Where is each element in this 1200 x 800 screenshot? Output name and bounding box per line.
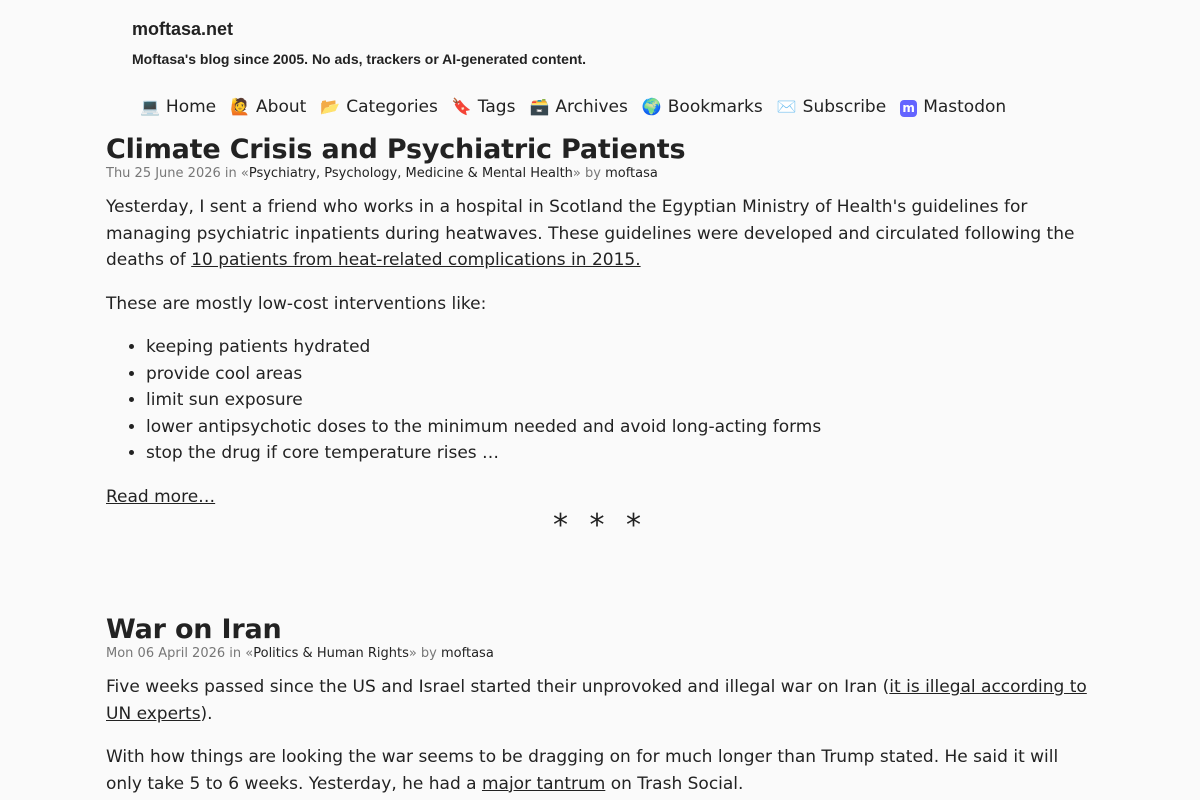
- category-link[interactable]: Psychiatry, Psychology, Medicine & Mental Health: [248, 166, 573, 181]
- nav-label: About: [256, 96, 307, 117]
- nav-about[interactable]: [230, 96, 306, 117]
- paragraph-text: Five weeks passed since the US and Israel started their unprovoked and illegal war on Iran (: [106, 677, 890, 697]
- list-item: • limit sun exposure: [146, 387, 1096, 414]
- nav-tags[interactable]: [452, 96, 516, 117]
- meta-by: » by: [572, 166, 606, 181]
- nav-subscribe[interactable]: [777, 96, 886, 117]
- meta-by: » by: [408, 646, 442, 661]
- bookmark-tag-icon: 🔖: [451, 97, 472, 116]
- paragraph-text: on Trash Social.: [605, 773, 744, 794]
- paragraph-text: ).: [200, 703, 213, 724]
- main-nav: [140, 96, 1006, 117]
- meta-in: in «: [220, 166, 249, 181]
- post-paragraph: [106, 744, 1096, 797]
- post-war-on-iran: [106, 614, 1096, 797]
- post-meta: [106, 166, 1096, 181]
- post-paragraph: [106, 194, 1096, 274]
- post-date: Thu 25 June 2026: [106, 166, 221, 181]
- nav-label: Bookmarks: [667, 96, 763, 117]
- nav-label: Archives: [555, 96, 628, 117]
- list-item: • provide cool areas: [146, 361, 1096, 388]
- post-meta: [106, 646, 1096, 661]
- paragraph-text: With how things are looking the war seems to be dragging on for much longer than Trump stated. He said it will only take 5 to 6 weeks. Yesterday, he had a: [106, 747, 1059, 794]
- un-experts-link[interactable]: it is illegal according to UN experts: [106, 677, 1087, 724]
- nav-home[interactable]: [140, 96, 216, 117]
- nav-categories[interactable]: [320, 96, 438, 117]
- list-item: • stop the drug if core temperature rises …: [146, 440, 1096, 467]
- card-file-box-icon: 🗃️: [529, 97, 550, 116]
- post-climate-crisis: [106, 134, 1096, 510]
- post-title[interactable]: War on Iran: [106, 614, 282, 645]
- laptop-icon: 💻: [140, 97, 160, 116]
- open-folder-icon: 📂: [320, 97, 341, 116]
- post-paragraph: [106, 674, 1096, 727]
- post-paragraph: These are mostly low-cost interventions like:: [106, 293, 487, 314]
- site-tagline: Moftasa's blog since 2005. No ads, trackers or AI-generated content.: [132, 51, 587, 67]
- nav-label: Subscribe: [802, 96, 887, 117]
- person-raising-hand-icon: 🙋: [230, 97, 251, 116]
- author-link[interactable]: moftasa: [441, 646, 494, 661]
- author-link[interactable]: moftasa: [605, 166, 658, 181]
- post-title[interactable]: Climate Crisis and Psychiatric Patients: [106, 134, 686, 165]
- nav-label: Tags: [477, 96, 516, 117]
- globe-icon: 🌍: [641, 97, 662, 116]
- intervention-list: [106, 334, 1096, 467]
- list-item: • lower antipsychotic doses to the minimum needed and avoid long-acting forms: [146, 414, 1096, 441]
- nav-archives[interactable]: [529, 96, 627, 117]
- post-date: Mon 06 April 2026: [106, 646, 226, 661]
- source-link[interactable]: 10 patients from heat-related complications in 2015.: [191, 250, 641, 270]
- read-more-link[interactable]: Read more…: [106, 486, 216, 507]
- tantrum-link[interactable]: major tantrum: [481, 773, 606, 794]
- mastodon-icon: m: [900, 100, 917, 117]
- nav-label: Categories: [346, 96, 438, 117]
- nav-bookmarks[interactable]: [642, 96, 763, 117]
- nav-label: Home: [165, 96, 217, 117]
- category-link[interactable]: Politics & Human Rights: [253, 646, 409, 661]
- site-title-link[interactable]: moftasa.net: [132, 19, 234, 39]
- meta-in: in «: [225, 646, 254, 661]
- post-divider: * * *: [552, 508, 648, 543]
- envelope-icon: ✉️: [776, 97, 797, 116]
- paragraph-text: Yesterday, I sent a friend who works in a hospital in Scotland the Egyptian Ministry of Health's guidelines for managing psychiatric inpatients during heatwaves. These guidelines were developed and circulated following the deaths of: [106, 197, 1075, 270]
- nav-label: Mastodon: [923, 96, 1007, 117]
- list-item: • keeping patients hydrated: [146, 334, 1096, 361]
- nav-mastodon[interactable]: [900, 96, 1006, 117]
